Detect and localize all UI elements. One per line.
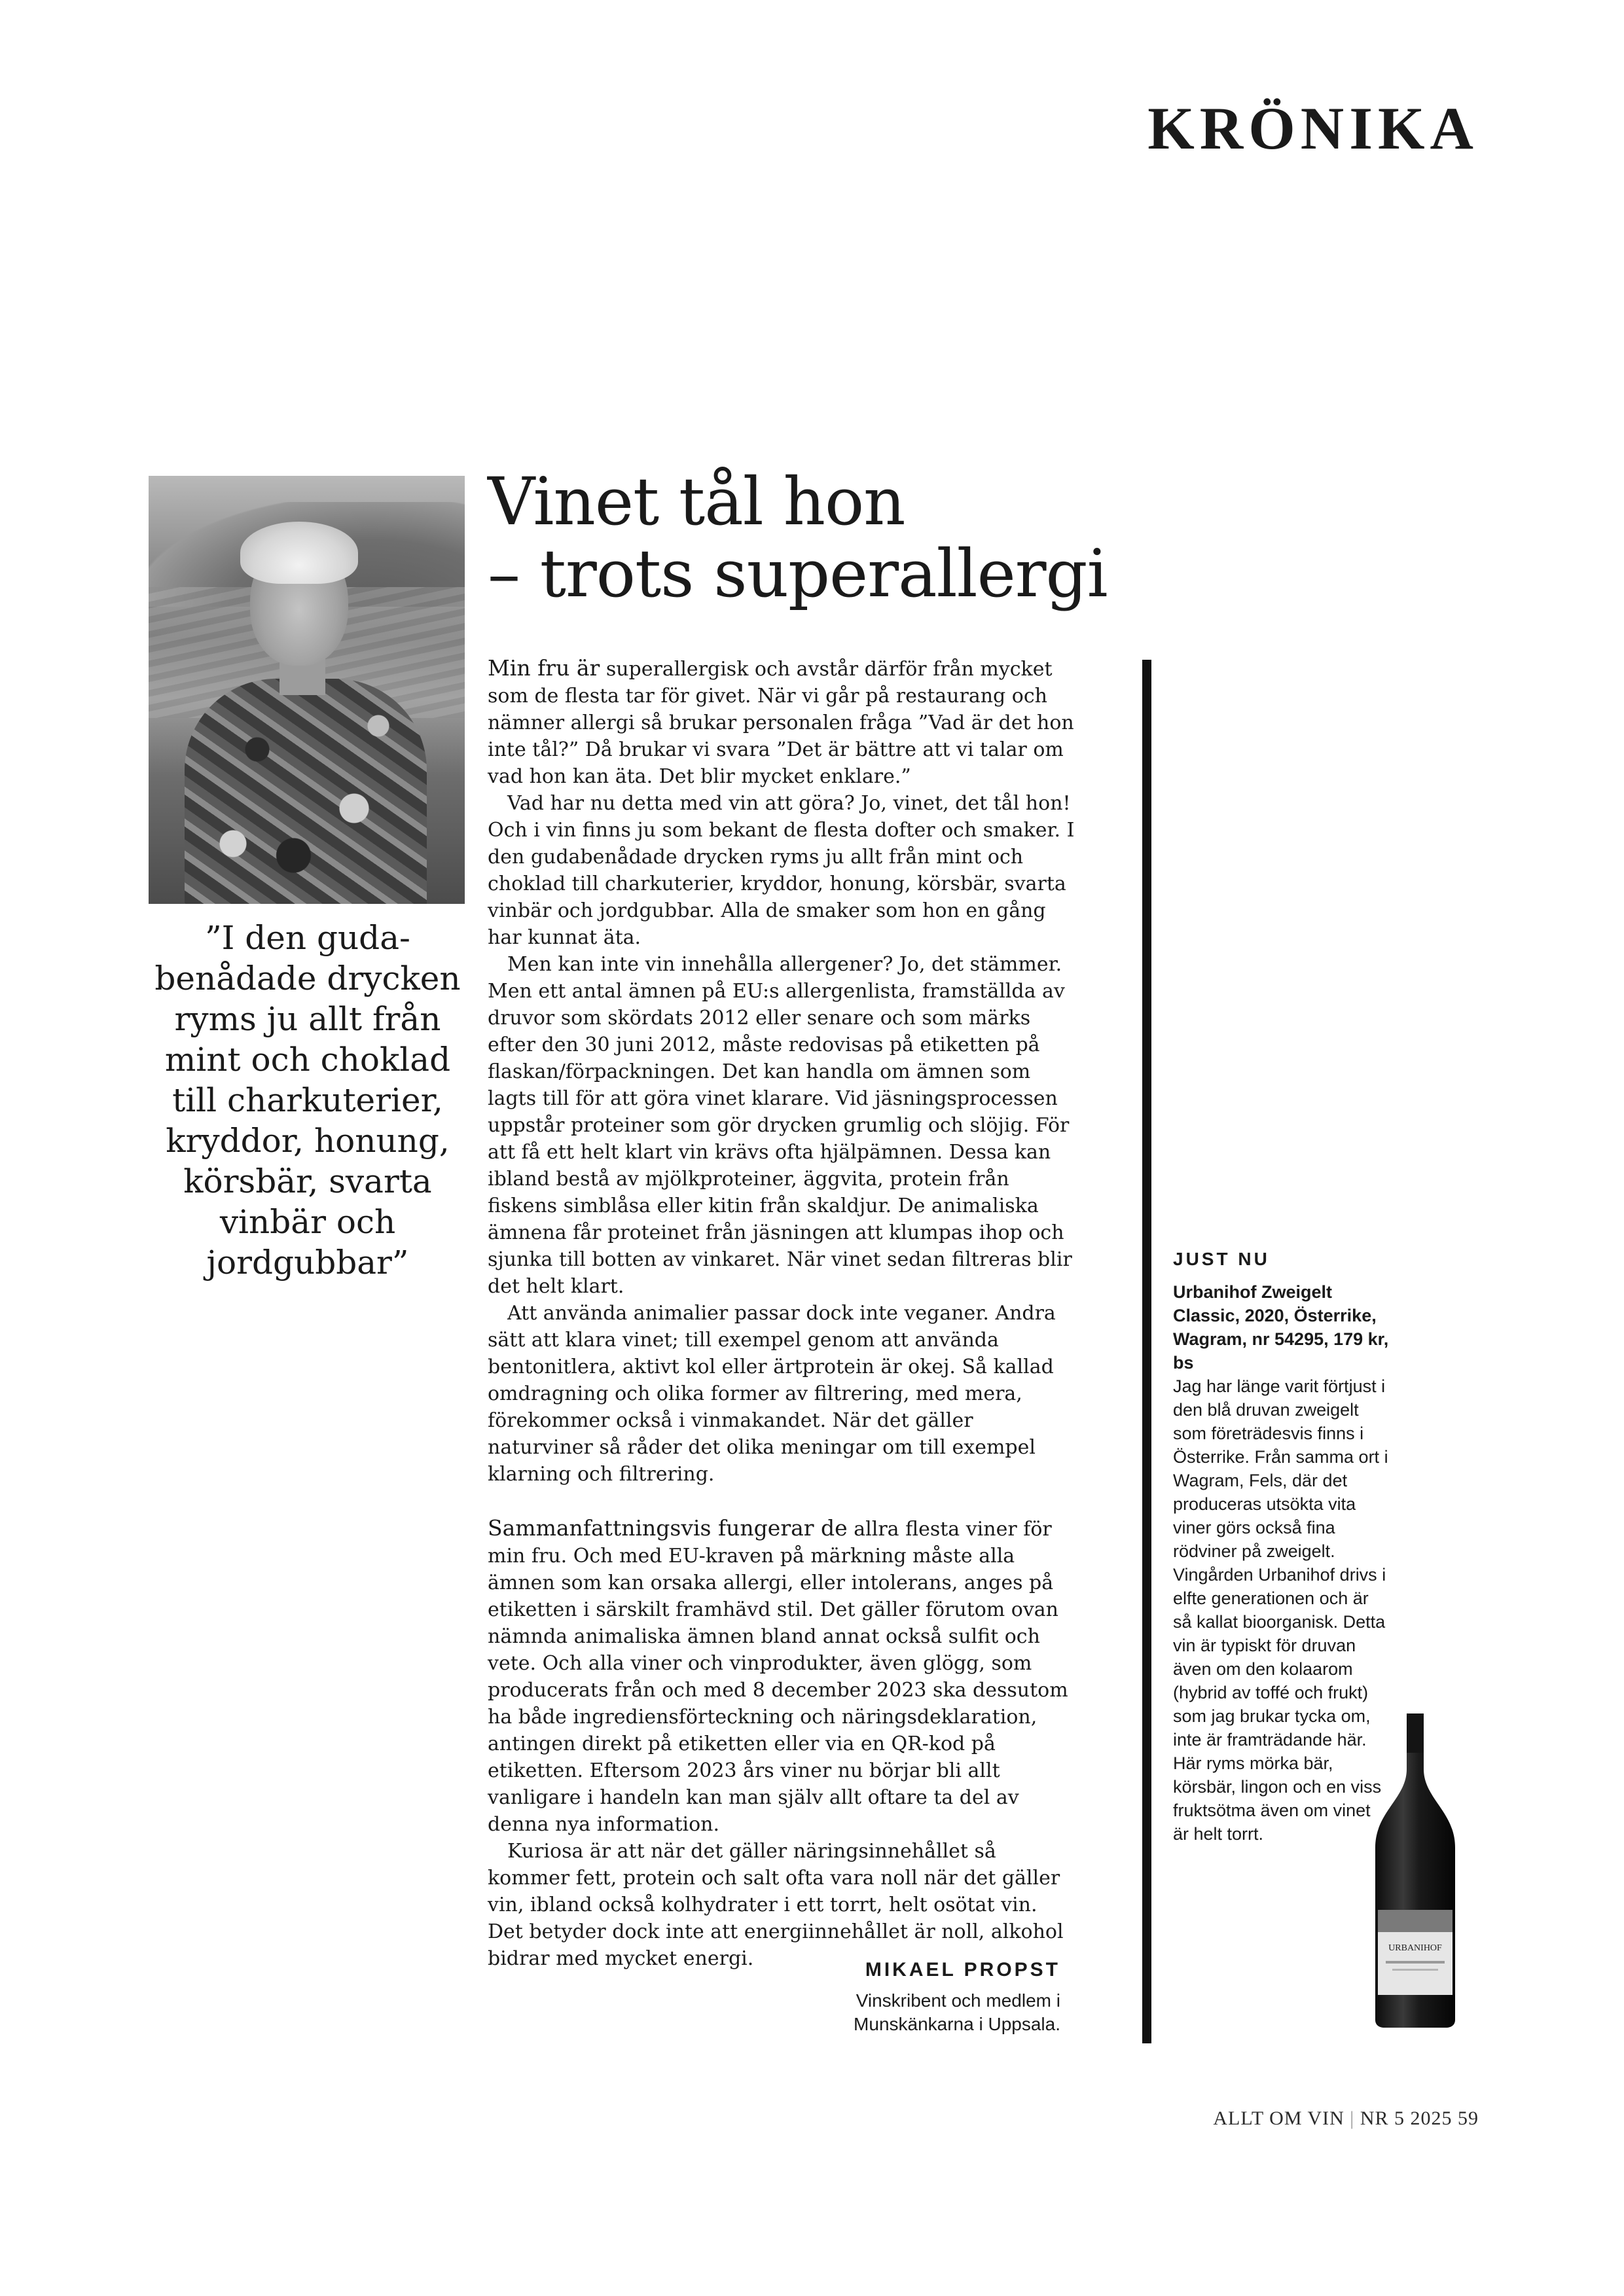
- author-role: Vinskribent och medlem i Munskänkarna i Uppsala.: [854, 1990, 1060, 2034]
- sidebar-kicker: JUST NU: [1173, 1249, 1270, 1269]
- just-nu-sidebar: [1173, 1247, 1389, 1846]
- headline-line-2: – trots superallergi: [488, 535, 1108, 612]
- photo-shirt: [185, 679, 427, 904]
- paragraph: Kuriosa är att när det gäller näringsinnehållet så kommer fett, protein och salt ofta vara noll när det gäller vin, ibland också kolhydrater i ett torrt, helt osötat vin. Det betyder dock inte att energiinnehållet är noll, alkohol bidrar med mycket energi.: [488, 1840, 1064, 1970]
- wine-review: Jag har länge varit förtjust i den blå druvan zweigelt som företrädesvis finns i Österrike. Från samma ort i Wagram, Fels, där det produceras utsökta vita viner görs också fina rödviner på zweigelt. Vingården Urbanihof drivs i elfte generationen och är så kallat bioorganisk. Detta vin är typiskt för druvan även om den kolaarom (hybrid av toffé och frukt) som jag brukar tycka om, inte är framträdande här. Här ryms mörka bär, körsbär, lingon och en viss fruktsötma även om vinet är helt torrt.: [1173, 1376, 1388, 1844]
- paragraph: Vad har nu detta med vin att göra? Jo, vinet, det tål hon! Och i vin finns ju som bekant de flesta dofter och smaker. I den gudabenådade drycken ryms ju allt från mint och choklad till charkuterier, kryddor, honung, körsbär, svarta vinbär och jordgubbar. Alla de smaker som hon en gång har kunnat äta.: [488, 792, 1075, 949]
- article-body: [488, 655, 1077, 1972]
- sidebar-divider: [1142, 660, 1151, 2043]
- lead-in: Sammanfattningsvis fungerar de: [488, 1515, 848, 1541]
- page-number: 59: [1458, 2108, 1479, 2129]
- photo-hair: [240, 522, 358, 584]
- section-label: KRÖNIKA: [1147, 95, 1479, 162]
- paragraph: Men kan inte vin innehålla allergener? Jo, det stämmer. Men ett antal ämnen på EU:s allergenlista, framställda av druvor som skördats 2012 eller senare och som märks efter den 30 juni 2012, måste redovisas på etiketten på flaskan/förpackningen. Det kan handla om ämnen som lagts till för att göra vinet klarare. Vid jäsningsprocessen uppstår proteiner som gör drycken grumlig och slöjig. För att få ett helt klart vin krävs ofta hjälpämnen. Dessa kan ibland bestå av mjölkproteiner, äggvita, protein från fiskens simblåsa eller kitin från skaldjur. De animaliska ämnena får proteinet från jäsningen att klumpas ihop och sjunka till botten av vinkaret. När vinet sedan filtreras blir det helt klart.: [488, 953, 1072, 1298]
- author-photo: [149, 476, 465, 904]
- issue-number: NR 5 2025: [1360, 2108, 1453, 2129]
- footer-separator: |: [1350, 2108, 1355, 2129]
- wine-bottle-image: [1373, 1713, 1458, 2028]
- wine-name: Urbanihof Zweigelt Classic, 2020, Österrike, Wagram, nr 54295, 179 kr, bs: [1173, 1282, 1389, 1372]
- bottle-label-text: URBANIHOF: [1388, 1943, 1442, 1953]
- page-footer: [1213, 2108, 1479, 2130]
- lead-in: Min fru är: [488, 655, 600, 681]
- paragraph: [488, 1515, 1077, 1838]
- byline: [772, 1959, 1060, 2036]
- headline-line-1: Vinet tål hon: [488, 463, 905, 540]
- paragraph-text: superallergisk och avstår därför från mycket som de flesta tar för givet. När vi går på restaurang och nämner allergi så brukar personalen fråga ”Vad är det hon inte tål?” Då brukar vi svara ”Det är bättre att vi talar om vad hon kan äta. Det blir mycket enklare.”: [488, 658, 1074, 788]
- paragraph: Att använda animalier passar dock inte veganer. Andra sätt att klara vinet; till exempel genom att använda bentonitlera, aktivt kol eller ärtprotein är okej. Så kallad omdragning och olika former av filtrering, med mera, förekommer också i vinmakandet. När det gäller naturviner så råder det olika meningar om till exempel klarning och filtrering.: [488, 1302, 1056, 1486]
- paragraph-text: allra flesta viner för min fru. Och med EU-kraven på märkning måste alla ämnen som kan orsaka allergi, eller intolerans, anges på etiketten i särskilt framhävd stil. Det gäller förutom ovan nämnda animaliska ämnen bland annat också sulfit och vete. Och alla viner och vinprodukter, även glögg, som producerats från och med 8 december 2023 ska dessutom ha både ingrediensförteckning och näringsdeklaration, antingen direkt på etiketten eller via en QR-kod på etiketten. Eftersom 2023 års viner nu börjar bli allt vanligare i handeln kan man själv allt oftare ta del av denna nya information.: [488, 1518, 1068, 1836]
- paragraph: [488, 655, 1077, 790]
- pull-quote: ”I den guda- benådade drycken ryms ju allt från mint och choklad till charkuterier, kryddor, honung, körsbär, svarta vinbär och jordgubbar”: [154, 919, 461, 1282]
- magazine-name: ALLT OM VIN: [1213, 2108, 1344, 2129]
- author-name: MIKAEL PROPST: [865, 1959, 1060, 1981]
- article-headline: [488, 463, 1195, 612]
